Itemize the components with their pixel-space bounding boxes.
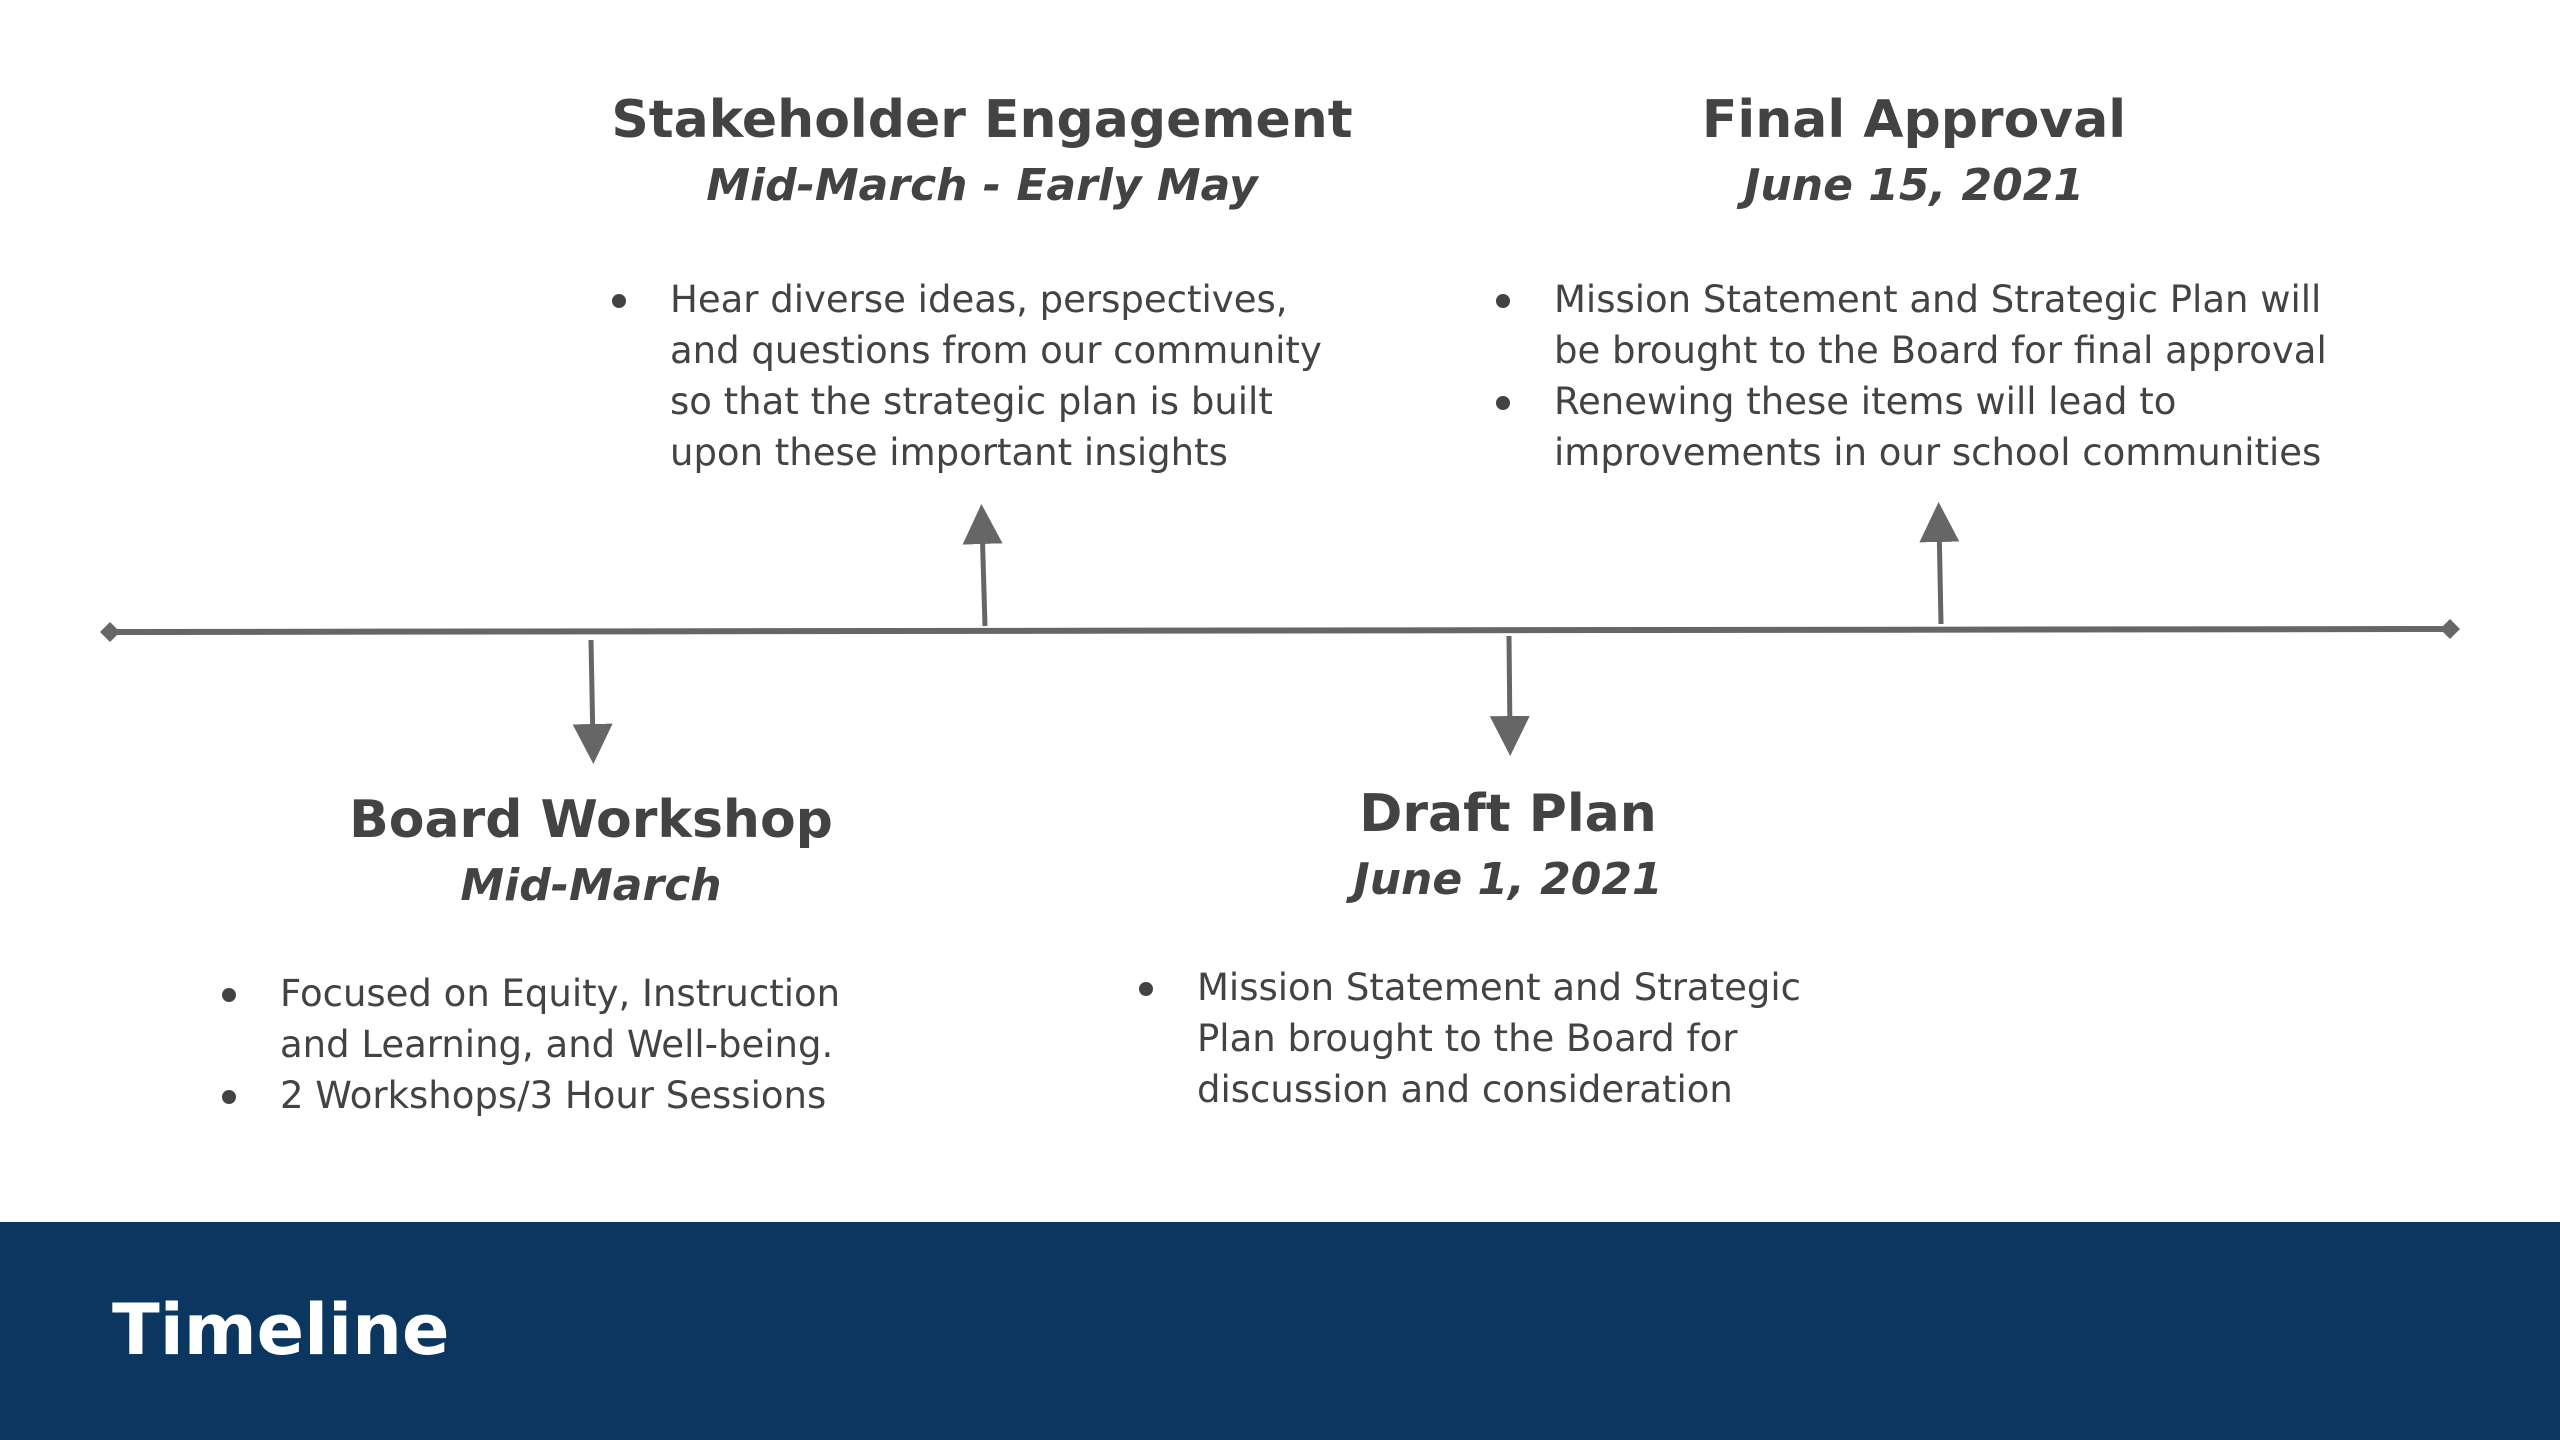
bullet-continuation: so that the strategic plan is built xyxy=(670,380,1273,423)
bullet-item: Renewing these items will lead to xyxy=(1496,376,2327,427)
bullet-item: Mission Statement and Strategic Plan will xyxy=(1496,274,2327,325)
bullet-continuation: upon these important insights xyxy=(670,431,1228,474)
bullet-continuation: improvements in our school communities xyxy=(1554,431,2322,474)
slide-title: Timeline xyxy=(112,1289,450,1371)
milestone-title: Draft Plan xyxy=(1359,784,1657,844)
bullet-continuation: discussion and consideration xyxy=(1197,1068,1733,1111)
bullet-continuation: and questions from our community xyxy=(670,329,1322,372)
timeline-axis xyxy=(110,629,2450,632)
board-workshop-arrow xyxy=(591,640,593,744)
milestone-bullet-list xyxy=(612,274,1322,478)
draft-plan-arrow xyxy=(1509,636,1510,736)
bullet-continuation: be brought to the Board for final approval xyxy=(1554,329,2327,372)
milestone-title: Final Approval xyxy=(1701,90,2127,150)
bullet-item: Mission Statement and Strategic xyxy=(1139,962,1801,1013)
bullet-item: Focused on Equity, Instruction xyxy=(222,968,840,1019)
milestone-bullet-list xyxy=(1496,274,2327,478)
milestone-bullet-list xyxy=(1139,962,1801,1115)
axis-right-end-diamond xyxy=(2440,619,2460,639)
bullet-item: 2 Workshops/3 Hour Sessions xyxy=(222,1070,840,1121)
milestone-date: June 1, 2021 xyxy=(1353,854,1663,905)
milestone-date: Mid-March - Early May xyxy=(706,160,1258,211)
final-approval-arrow xyxy=(1939,522,1941,624)
milestone-title: Board Workshop xyxy=(349,790,833,850)
milestone-bullet-list xyxy=(222,968,840,1121)
bullet-item: Hear diverse ideas, perspectives, xyxy=(612,274,1322,325)
axis-left-end-diamond xyxy=(100,622,120,642)
bullet-continuation: Plan brought to the Board for xyxy=(1197,1017,1738,1060)
milestone-date: June 15, 2021 xyxy=(1744,160,2084,211)
bullet-continuation: and Learning, and Well-being. xyxy=(280,1023,834,1066)
milestone-title: Stakeholder Engagement xyxy=(611,90,1353,150)
stakeholder-engagement-arrow xyxy=(982,524,985,626)
milestone-date: Mid-March xyxy=(460,860,722,911)
